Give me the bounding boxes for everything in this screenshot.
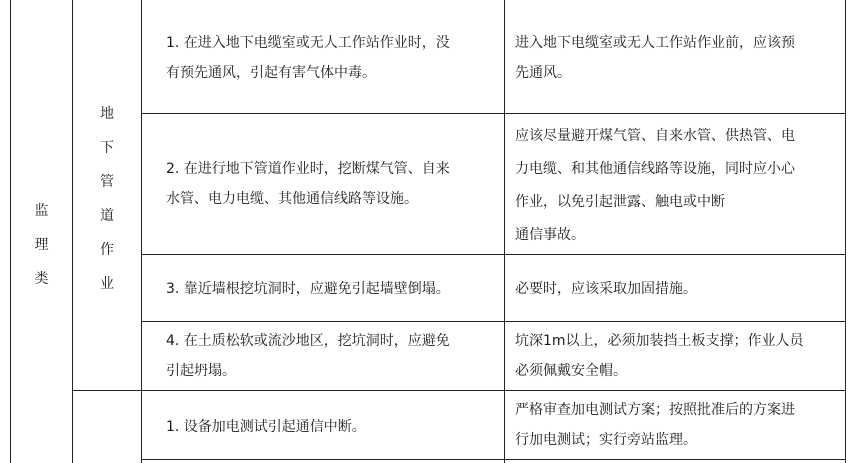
measure-line: 先通风。 (515, 65, 571, 81)
subcategory-char: 业 (100, 276, 114, 292)
measure-line: 必要时，应该采取加固措施。 (515, 281, 697, 297)
measure-line: 通信事故。 (515, 227, 585, 243)
risk-line: 有预先通风，引起有害气体中毒。 (166, 65, 376, 81)
row-divider-2 (141, 254, 846, 255)
category-label (11, 190, 72, 300)
measure-line: 进入地下电缆室或无人工作站作业前，应该预 (515, 35, 795, 51)
measure-line: 作业，以免引起泄露、触电或中断 (515, 194, 725, 210)
risk-cell (166, 274, 500, 304)
measure-cell (515, 120, 843, 252)
measure-line: 必须佩戴安全帽。 (515, 363, 627, 379)
measure-cell (515, 395, 843, 455)
risk-line: 4. 在土质松软或流沙地区，挖坑洞时，应避免 (166, 333, 450, 349)
column-divider-3 (504, 0, 505, 463)
measure-line: 坑深1m以上，必须加装挡土板支撑；作业人员 (515, 333, 804, 349)
row-divider-1 (141, 113, 846, 114)
table-border-right (845, 0, 846, 463)
column-divider-2 (141, 0, 142, 463)
measure-line: 应该尽量避开煤气管、自来水管、供热管、电 (515, 128, 795, 144)
risk-line: 水管、电力电缆、其他通信线路等设施。 (166, 191, 418, 207)
measure-line: 行加电测试；实行旁站监理。 (515, 432, 697, 448)
risk-cell (166, 326, 500, 386)
subcategory-char: 管 (100, 174, 114, 190)
subcategory-char: 作 (100, 242, 114, 258)
row-divider-5 (141, 459, 846, 460)
section-divider (72, 390, 846, 391)
measure-cell (515, 326, 843, 386)
risk-line: 3. 靠近墙根挖坑洞时，应避免引起墙壁倒塌。 (166, 281, 450, 297)
category-char: 监 (34, 203, 49, 219)
risk-line: 2. 在进行地下管道作业时，挖断煤气管、自来 (166, 161, 450, 177)
measure-line: 力电缆、和其他通信线路等设施，同时应小心 (515, 161, 795, 177)
subcategory-char: 地 (100, 106, 114, 122)
category-char: 理 (34, 237, 49, 253)
risk-cell (166, 28, 500, 88)
risk-cell (166, 412, 500, 442)
risk-line: 引起坍塌。 (166, 363, 236, 379)
measure-line: 严格审查加电测试方案；按照批准后的方案进 (515, 402, 795, 418)
risk-cell (166, 154, 500, 214)
risk-line: 1. 设备加电测试引起通信中断。 (166, 419, 366, 435)
subcategory-char: 下 (100, 140, 114, 156)
risk-line: 1. 在进入地下电缆室或无人工作站作业时，没 (166, 35, 450, 51)
measure-cell (515, 28, 843, 88)
subcategory-label (73, 96, 141, 302)
row-divider-3 (141, 321, 846, 322)
category-char: 类 (34, 271, 49, 287)
measure-cell (515, 274, 843, 304)
subcategory-char: 道 (100, 208, 114, 224)
